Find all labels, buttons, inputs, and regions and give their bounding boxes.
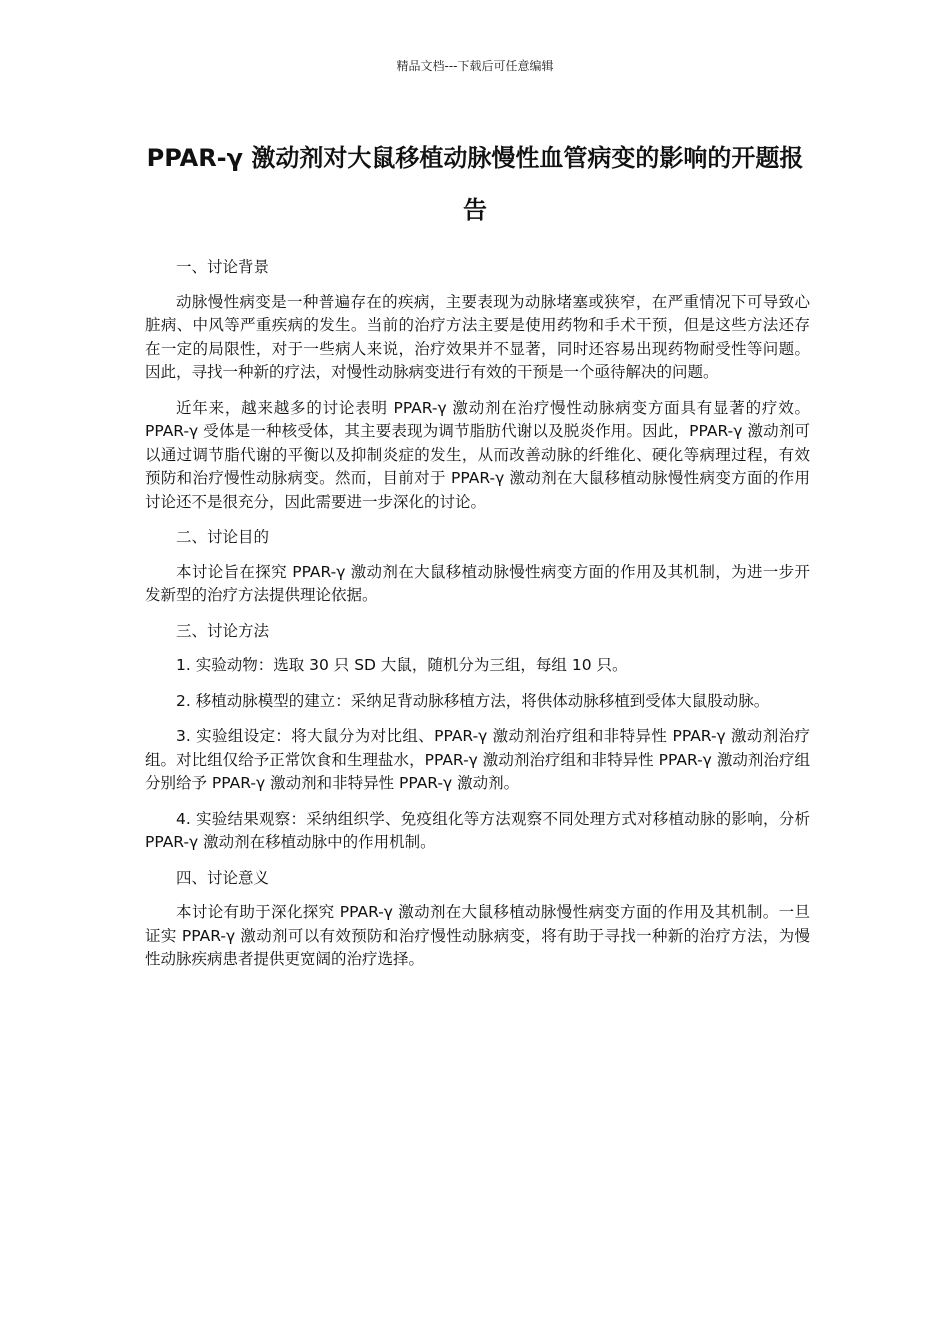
section-heading-background: 一、讨论背景 [176, 258, 270, 276]
methods-item-2: 2. 移植动脉模型的建立：采纳足背动脉移植方法，将供体动脉移植到受体大鼠股动脉。 [176, 691, 770, 710]
document-title: PPAR-γ 激动剂对大鼠移植动脉慢性血管病变的影响的开题报告 [146, 144, 804, 224]
paragraph-background-2: 近年来，越来越多的讨论表明 PPAR-γ 激动剂在治疗慢性动脉病变方面具有显著的疗效。PPAR-γ 受体是一种核受体，其主要表现为调节脂肪代谢以及脱炎作用。因此，PPAR-γ 激动剂可以通过调节脂代谢的平衡以及抑制炎症的发生，从而改善动脉的纤维化、硬化等病理过程，有效预防和治疗慢性动脉病变。然而，目前对于 PPAR-γ 激动剂在大鼠移植动脉慢性病变方面的作用讨论还不是很充分，因此需要进一步深化的讨论。 [145, 398, 810, 511]
paragraph-purpose-1: 本讨论旨在探究 PPAR-γ 激动剂在大鼠移植动脉慢性病变方面的作用及其机制，为进一步开发新型的治疗方法提供理论依据。 [145, 562, 810, 604]
methods-item-3: 3. 实验组设定：将大鼠分为对比组、PPAR-γ 激动剂治疗组和非特异性 PPAR-γ 激动剂治疗组。对比组仅给予正常饮食和生理盐水，PPAR-γ 激动剂治疗组和非特异性 PPAR-γ 激动剂治疗组分别给予 PPAR-γ 激动剂和非特异性 PPAR-γ 激动剂。 [145, 727, 810, 792]
section-heading-methods: 三、讨论方法 [176, 621, 270, 640]
methods-item-1: 1. 实验动物：选取 30 只 SD 大鼠，随机分为三组，每组 10 只。 [176, 656, 628, 674]
paragraph-significance-1: 本讨论有助于深化探究 PPAR-γ 激动剂在大鼠移植动脉慢性病变方面的作用及其机制。一旦证实 PPAR-γ 激动剂可以有效预防和治疗慢性动脉病变，将有助于寻找一种新的治疗方法，为慢性动脉疾病患者提供更宽阔的治疗选择。 [145, 903, 810, 968]
paragraph-background-1: 动脉慢性病变是一种普遍存在的疾病，主要表现为动脉堵塞或狭窄，在严重情况下可导致心脏病、中风等严重疾病的发生。当前的治疗方法主要是使用药物和手术干预，但是这些方法还存在一定的局限性，对于一些病人来说，治疗效果并不显著，同时还容易出现药物耐受性等问题。因此，寻找一种新的疗法，对慢性动脉病变进行有效的干预是一个亟待解决的问题。 [145, 292, 810, 381]
document-body [145, 256, 810, 984]
header-note: 精品文档---下载后可任意编辑 [396, 59, 554, 73]
methods-item-4: 4. 实验结果观察：采纳组织学、免疫组化等方法观察不同处理方式对移植动脉的影响，分析 PPAR-γ 激动剂在移植动脉中的作用机制。 [145, 809, 810, 851]
section-heading-significance: 四、讨论意义 [176, 868, 270, 887]
section-heading-purpose: 二、讨论目的 [176, 528, 270, 546]
